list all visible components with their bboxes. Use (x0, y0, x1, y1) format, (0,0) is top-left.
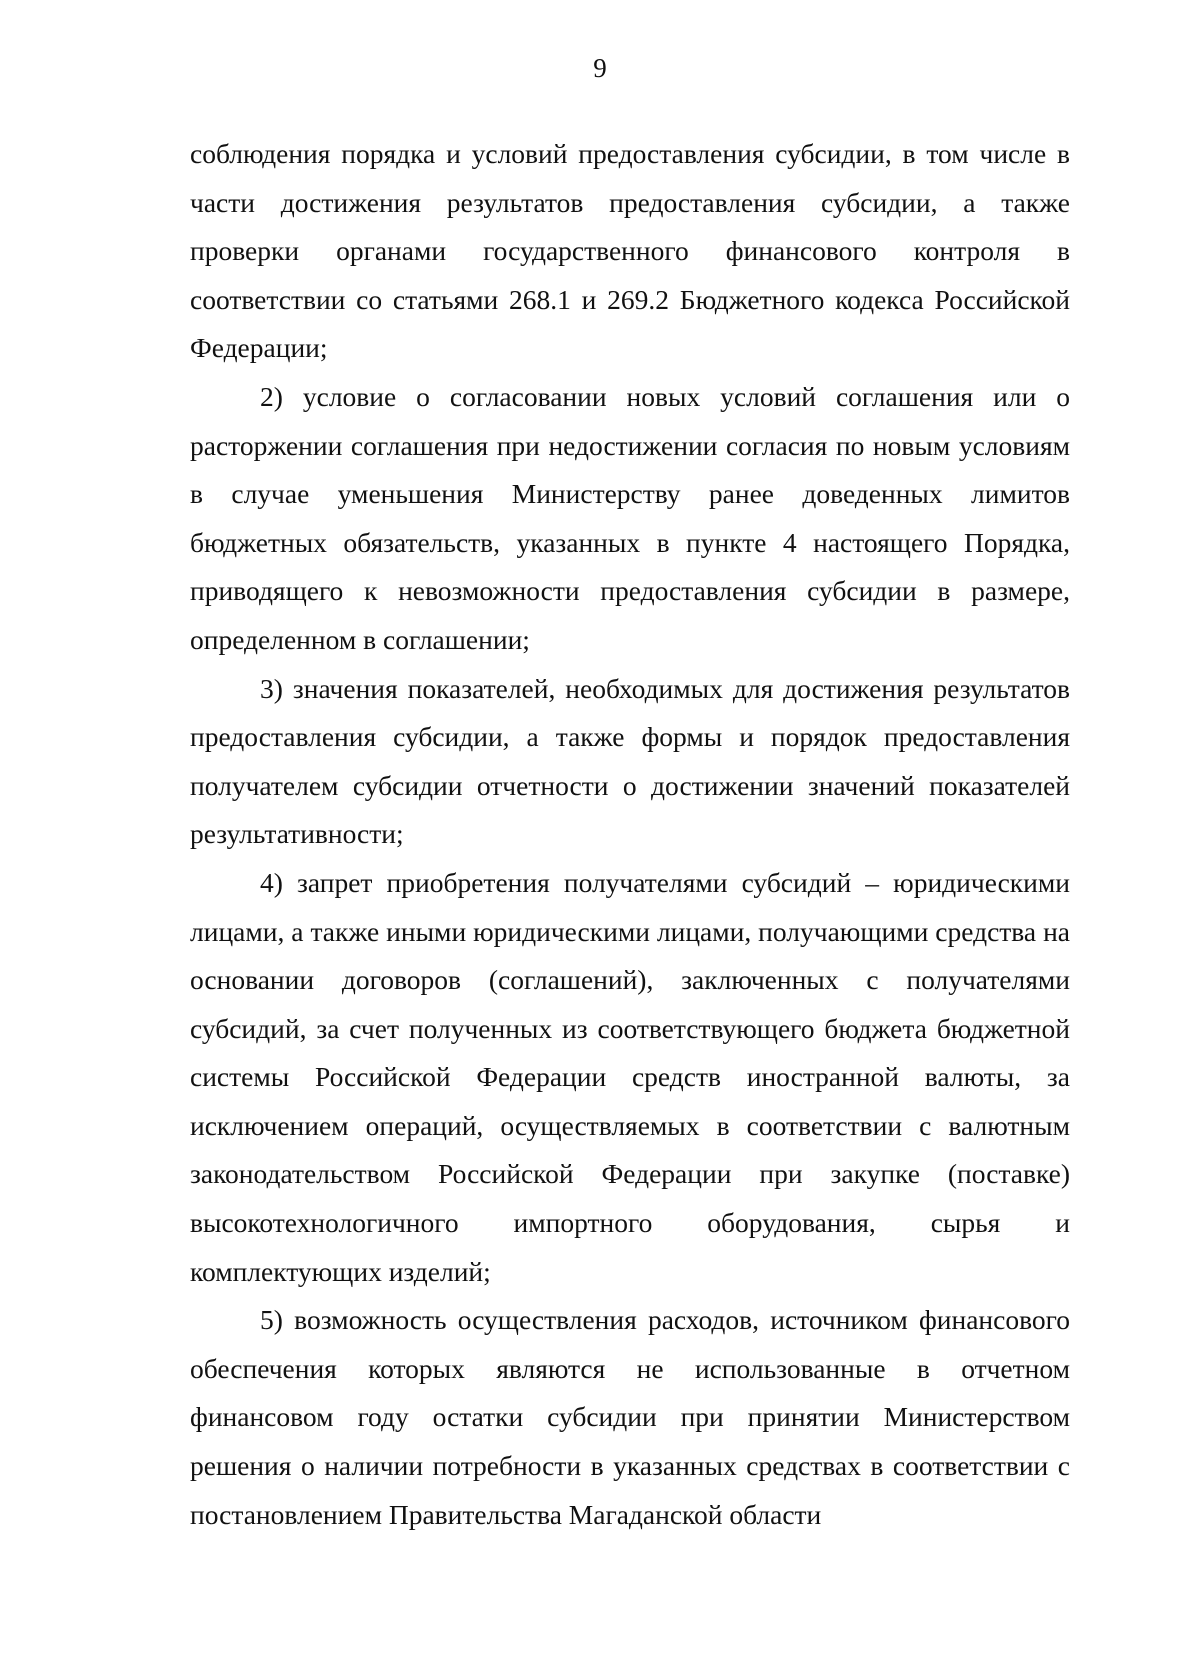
paragraph-item-2: 2) условие о согласовании новых условий соглашения или о расторжении соглашения при недостижении согласия по новым условиям в случае уменьшения Министерству ранее доведенных лимитов бюджетных обязательств, указанных в пункте 4 настоящего Порядка, приводящего к невозможности предоставления субсидии в размере, определенном в соглашении; (190, 380, 1070, 655)
paragraph-item-4: 4) запрет приобретения получателями субсидий – юридическими лицами, а также иными юридическими лицами, получающими средства на основании договоров (соглашений), заключенных с получателями субсидий, за счет полученных из соответствующего бюджета бюджетной системы Российской Федерации средств иностранной валюты, за исключением операций, осуществляемых в соответствии с валютным законодательством Российской Федерации при закупке (поставке) высокотехнологичного импортного оборудования, сырья и комплектующих изделий; (190, 866, 1070, 1287)
paragraph-item-3: 3) значения показателей, необходимых для достижения результатов предоставления субсидии, а также формы и порядок предоставления получателем субсидии отчетности о достижении значений показателей результативности; (190, 672, 1070, 850)
paragraph-item-5: 5) возможность осуществления расходов, источником финансового обеспечения которых являются не использованные в отчетном финансовом году остатки субсидии при принятии Министерством решения о наличии потребности в указанных средствах в соответствии с постановлением Правительства Магаданской области (190, 1304, 1070, 1530)
page-number: 9 (593, 53, 607, 83)
document-body (190, 130, 1070, 1539)
paragraph-continuation: соблюдения порядка и условий предоставления субсидии, в том числе в части достижения результатов предоставления субсидии, а также проверки органами государственного финансового контроля в соответствии со статьями 268.1 и 269.2 Бюджетного кодекса Российской Федерации; (190, 138, 1070, 364)
